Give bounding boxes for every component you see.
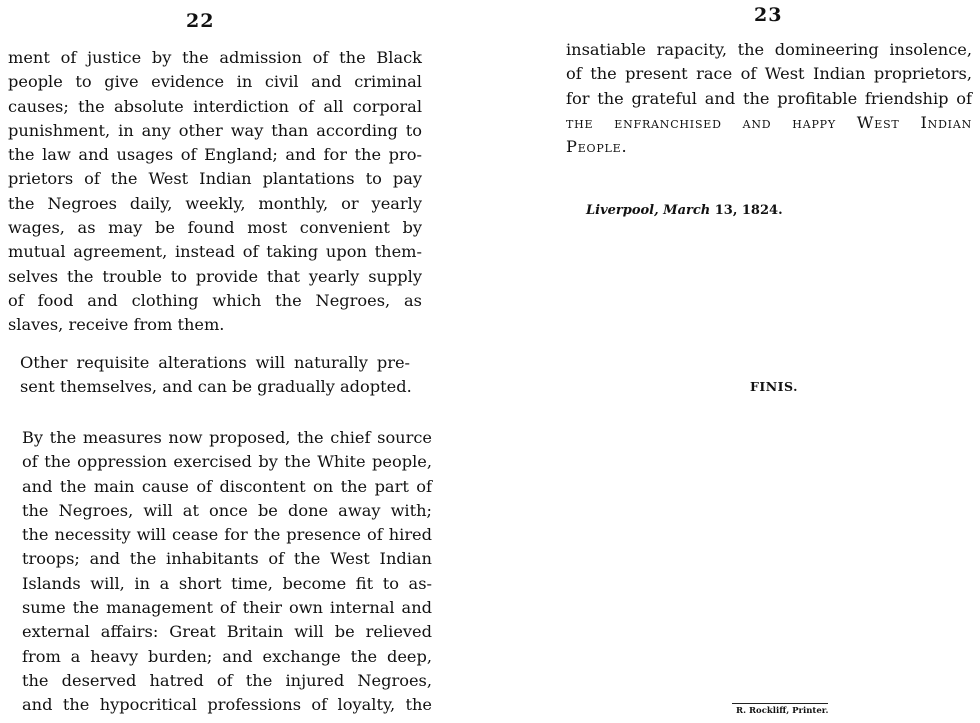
left-page (0, 0, 470, 723)
text-line: the Negroes, will at once be done away with; (22, 500, 432, 520)
text-line: People. (566, 137, 628, 157)
text-line: wages, as may be found most convenient by (8, 218, 422, 238)
text-line: prietors of the West Indian plantations to pay (8, 169, 422, 189)
text-line: troops; and the inhabitants of the West Indian (22, 549, 432, 569)
text-line: the necessity will cease for the presence of hired (22, 525, 432, 545)
text-line: sent themselves, and can be gradually adopted. (20, 377, 412, 397)
text-line: and the hypocritical professions of loyalty, the (22, 695, 432, 715)
page-number-left: 22 (186, 10, 215, 32)
text-line: slaves, receive from them. (8, 315, 225, 335)
text-line: the law and usages of England; and for the pro- (8, 145, 422, 165)
date-line (586, 203, 783, 218)
text-line: By the measures now proposed, the chief source (22, 428, 432, 447)
date-value: 13, 1824. (710, 203, 783, 218)
text-line: Islands will, in a short time, become fit to as- (22, 573, 432, 593)
text-line: of food and clothing which the Negroes, as (8, 290, 422, 310)
right-paragraph-1 (566, 38, 972, 159)
printer-imprint: R. Rockliff, Printer. (736, 706, 829, 716)
printer-rule (732, 703, 828, 704)
page-number-right: 23 (754, 4, 783, 26)
text-line: causes; the absolute interdiction of all corporal (8, 96, 422, 116)
text-line: external affairs: Great Britain will be relieved (22, 622, 432, 642)
right-page (540, 0, 980, 723)
text-line: people to give evidence in civil and criminal (8, 72, 422, 92)
left-paragraph-1 (8, 46, 422, 338)
left-paragraph-2 (20, 351, 410, 400)
text-line: from a heavy burden; and exchange the deep, (22, 646, 432, 666)
text-line: of the oppression exercised by the White people, (22, 452, 432, 472)
text-line: punishment, in any other way than according to (8, 120, 422, 140)
text-line: the deserved hatred of the injured Negroes, (22, 670, 432, 690)
text-line: mutual agreement, instead of taking upon them- (8, 242, 422, 262)
text-line: selves the trouble to provide that yearly supply (8, 266, 422, 286)
text-line: ment of justice by the admission of the Black (8, 48, 422, 67)
text-line: insatiable rapacity, the domineering insolence, (566, 40, 972, 59)
finis-heading: FINIS. (750, 379, 798, 394)
left-paragraph-3 (22, 426, 432, 718)
text-line: the enfranchised and happy West Indian (566, 112, 972, 132)
text-line: of the present race of West Indian proprietors, (566, 64, 972, 84)
text-line: and the main cause of discontent on the part of (22, 476, 432, 496)
text-line: sume the management of their own internal and (22, 598, 432, 618)
date-place: Liverpool, March (586, 203, 711, 218)
text-line: Other requisite alterations will naturally pre- (20, 353, 410, 372)
text-line: the Negroes daily, weekly, monthly, or yearly (8, 193, 422, 213)
text-line: for the grateful and the profitable friendship of (566, 88, 972, 108)
